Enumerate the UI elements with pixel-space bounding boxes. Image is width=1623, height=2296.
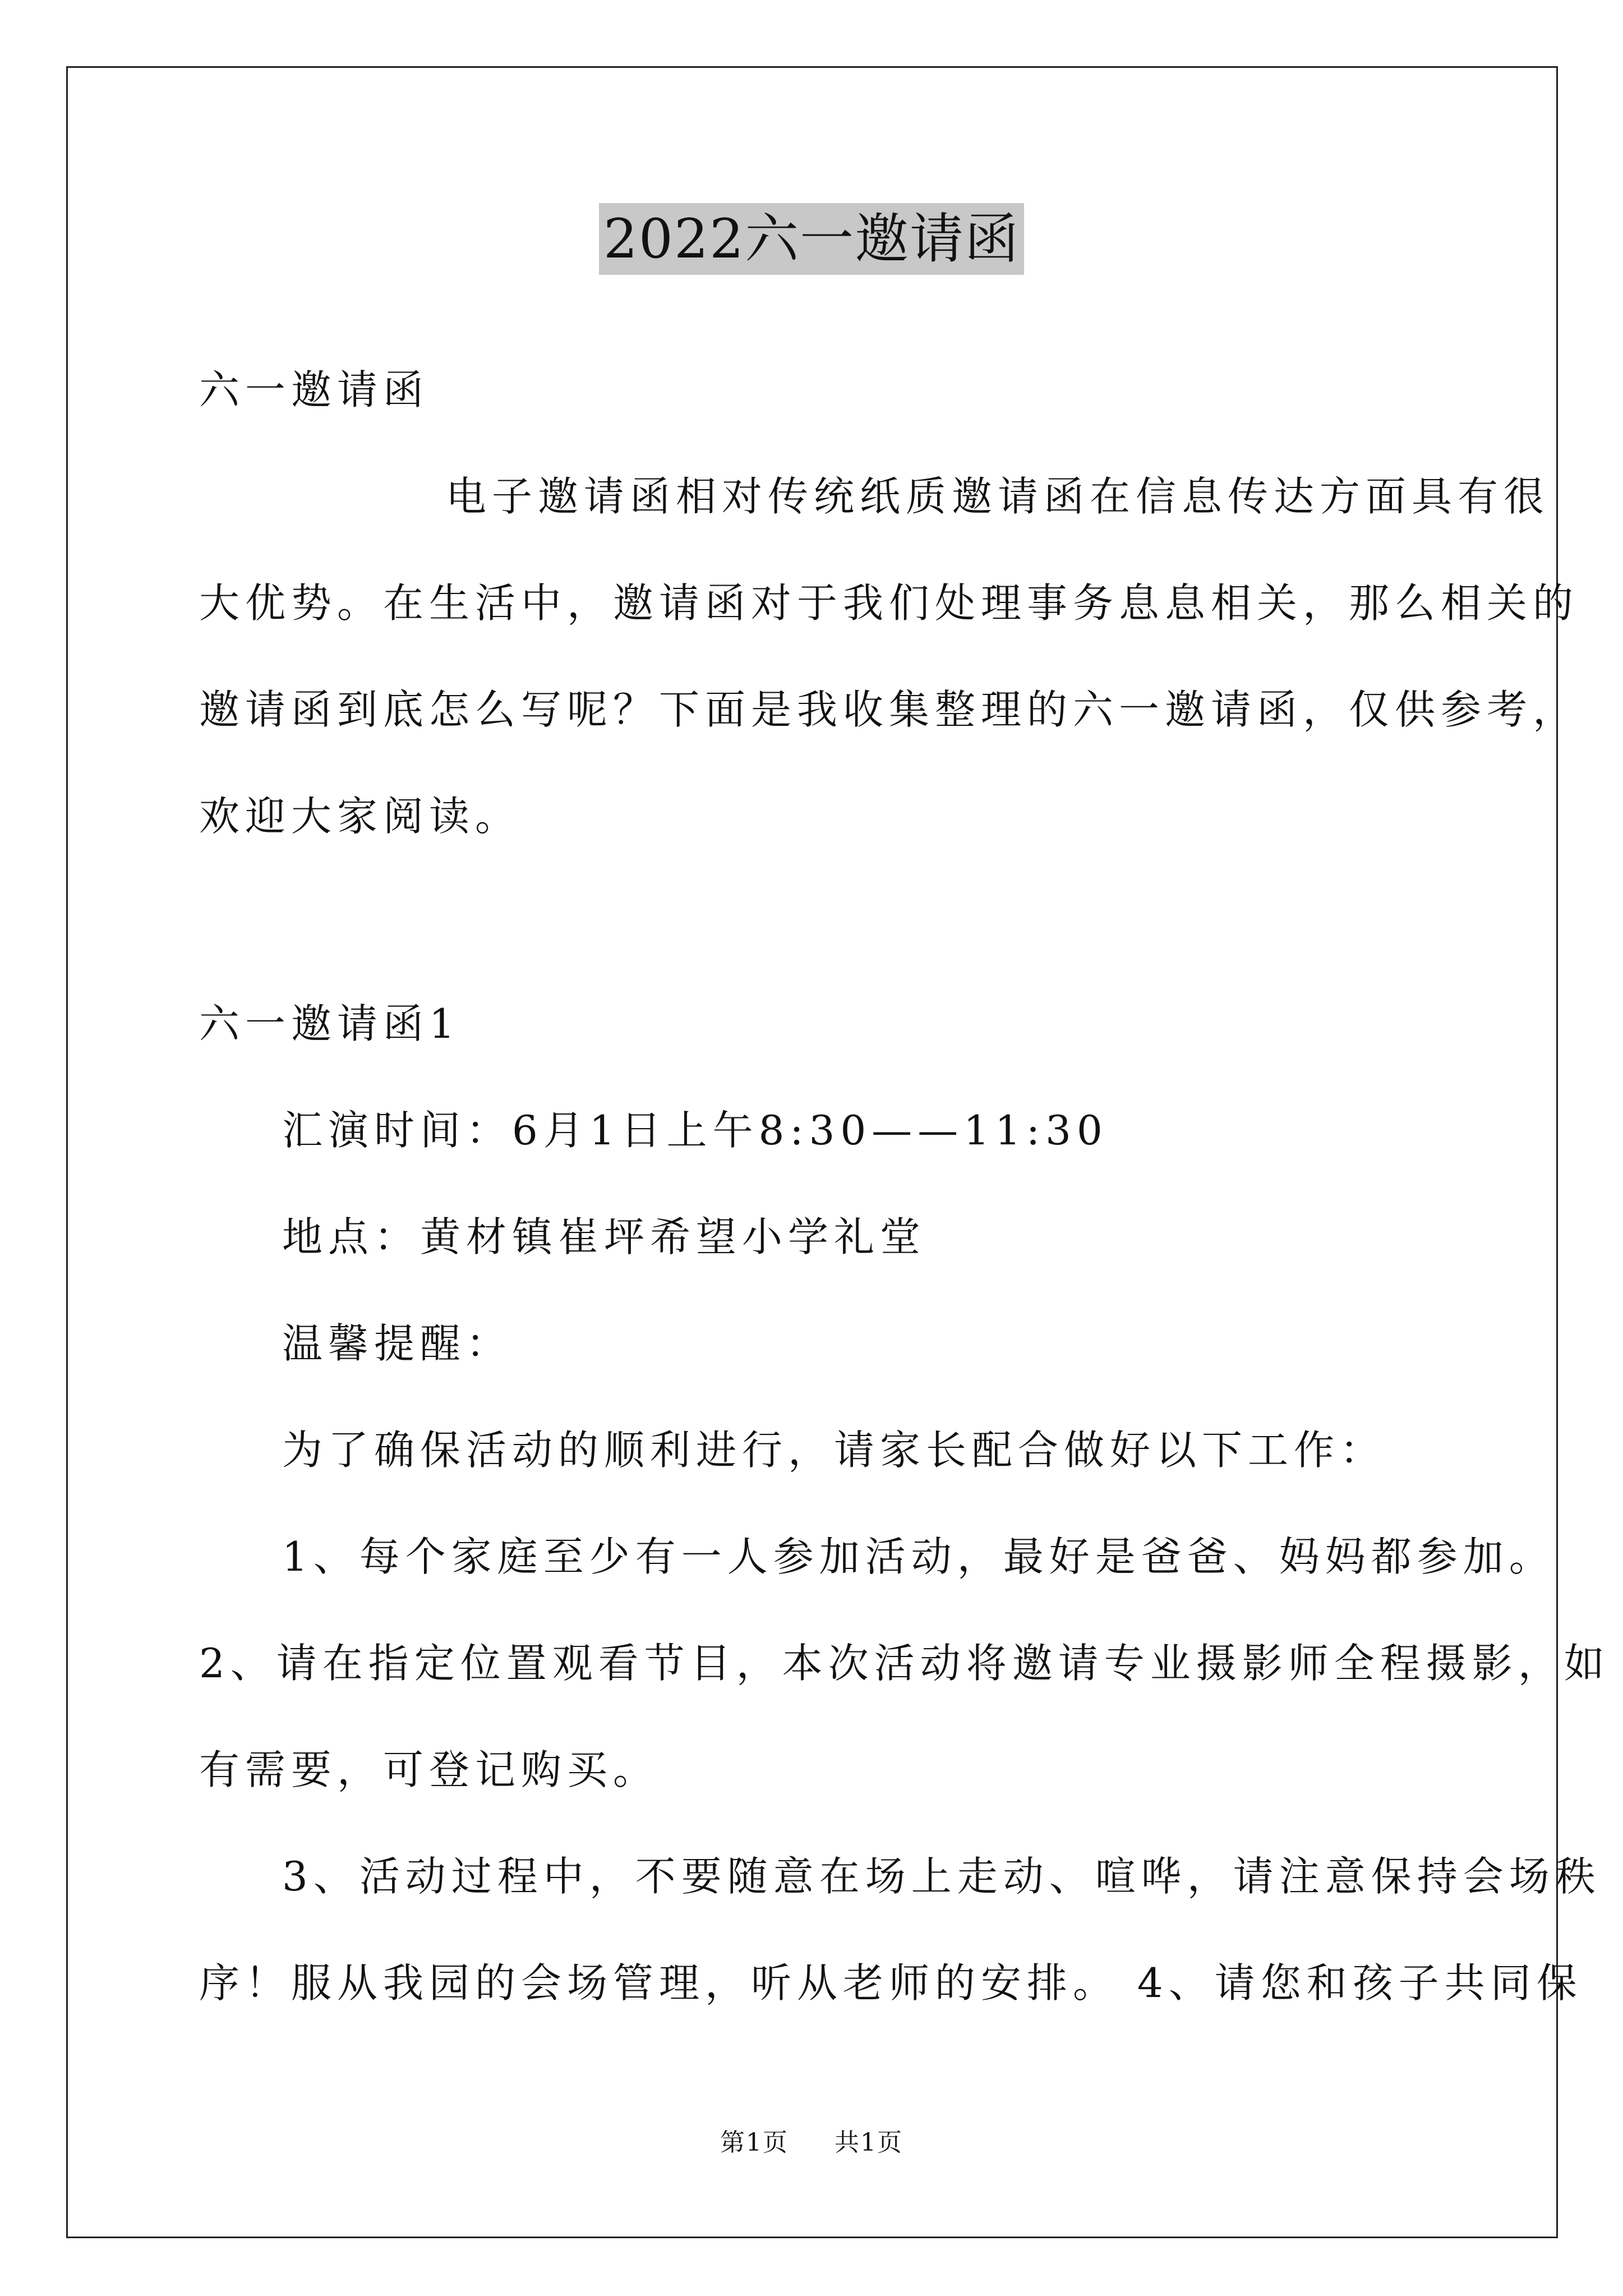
section-heading: 六一邀请函 [199,366,430,413]
list-item-3-line-1: 3、活动过程中，不要随意在场上走动、喧哗，请注意保持会场秩 [282,1853,1601,1900]
intro-line-4: 欢迎大家阅读。 [199,793,522,840]
intro-line-1: 电子邀请函相对传统纸质邀请函在信息传达方面具有很 [446,473,1550,520]
page-number: 第1页 [720,2128,789,2157]
document-title: 2022六一邀请函 [599,203,1024,275]
request-text: 为了确保活动的顺利进行，请家长配合做好以下工作： [282,1427,1386,1474]
document-body [199,337,1610,2036]
event-place: 地点：黄材镇崔坪希望小学礼堂 [282,1213,926,1260]
list-item-1: 1、每个家庭至少有一人参加活动，最好是爸爸、妈妈都参加。 [282,1533,1555,1580]
title-container [0,203,1623,275]
reminder-label: 温馨提醒： [282,1320,513,1367]
list-item-2-line-2: 有需要，可登记购买。 [199,1746,660,1793]
list-item-3-line-2: 序！服从我园的会场管理，听从老师的安排。 4、请您和孩子共同保 [199,1959,1583,2007]
paragraph-gap [199,869,1433,970]
page-total: 共1页 [834,2128,903,2157]
intro-line-3: 邀请函到底怎么写呢？下面是我收集整理的六一邀请函，仅供参考， [199,686,1579,733]
page-footer [0,2126,1623,2160]
list-item-2-line-1: 2、请在指定位置观看节目，本次活动将邀请专业摄影师全程摄影，如 [199,1640,1610,1687]
intro-line-2: 大优势。在生活中，邀请函对于我们处理事务息息相关，那么相关的 [199,579,1579,627]
event-time: 汇演时间：6月1日上午8:30——11:30 [282,1107,1108,1154]
invitation-1-heading: 六一邀请函1 [199,1000,460,1047]
